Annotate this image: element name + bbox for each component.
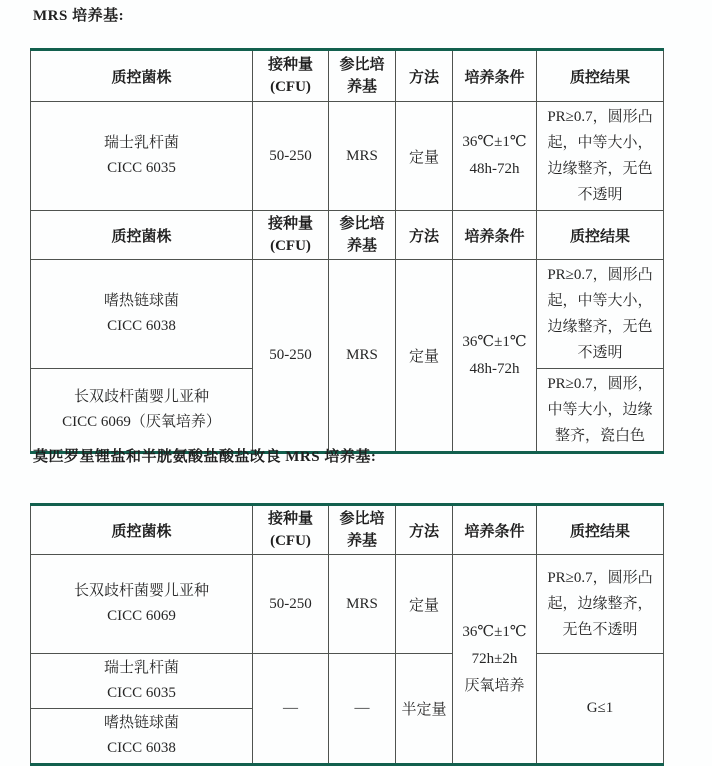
- result-cell: PR≥0.7，圆形凸起，边缘整齐，无色不透明: [537, 555, 664, 654]
- strain-name: 瑞士乳杆菌: [103, 660, 179, 676]
- header-result: 质控结果: [537, 211, 664, 260]
- header-inoculum-line2: (CFU): [270, 238, 311, 254]
- strain-cell-6069: [31, 555, 253, 654]
- strain-cell-6038: [31, 260, 253, 369]
- strain-code: CICC 6035: [107, 685, 176, 701]
- strain-cell-6069: [31, 369, 253, 453]
- result-cell-merged: G≤1: [537, 654, 664, 765]
- table-row-cicc6069: [31, 555, 664, 654]
- header-inoculum-line1: 接种量: [267, 511, 313, 527]
- strain-cell-6035: [31, 654, 253, 709]
- table-row-cicc6035: [31, 102, 664, 211]
- header-condition: 培养条件: [453, 211, 537, 260]
- method-cell: 定量: [396, 555, 453, 654]
- table-row-cicc6038: [31, 260, 664, 369]
- header-reference: [329, 211, 396, 260]
- header-inoculum: [253, 211, 329, 260]
- strain-name: 瑞士乳杆菌: [103, 135, 179, 151]
- header-reference: [329, 50, 396, 102]
- condition-atmosphere: 厌氧培养: [464, 677, 525, 694]
- strain-cell-6035: [31, 102, 253, 211]
- strain-code: CICC 6069（厌氧培养）: [62, 414, 221, 430]
- result-cell: PR≥0.7，圆形，中等大小，边缘整齐，瓷白色: [537, 369, 664, 453]
- strain-code: CICC 6035: [107, 160, 176, 176]
- header-method: 方法: [396, 211, 453, 260]
- header-inoculum-line1: 接种量: [267, 57, 313, 73]
- condition-temp: 36℃±1℃: [462, 333, 527, 350]
- header-condition: 培养条件: [453, 50, 537, 102]
- header-reference-line1: 参比培: [339, 511, 385, 527]
- strain-code: CICC 6038: [107, 318, 176, 334]
- header-reference-line2: 养基: [346, 238, 377, 254]
- header-strain: 质控菌株: [31, 50, 253, 102]
- header-reference-line1: 参比培: [339, 57, 385, 73]
- header-row: [31, 50, 664, 102]
- section2-title: 莫匹罗星锂盐和半胱氨酸盐酸盐改良 MRS 培养基:: [33, 449, 377, 465]
- condition-time: 48h-72h: [469, 360, 520, 377]
- strain-name: 长双歧杆菌婴儿亚种: [73, 583, 209, 599]
- inoculum-cell: 50-250: [253, 102, 329, 211]
- condition-temp: 36℃±1℃: [462, 134, 527, 150]
- reference-cell: MRS: [329, 555, 396, 654]
- strain-name: 嗜热链球菌: [103, 293, 179, 309]
- header-method: 方法: [396, 505, 453, 555]
- section1-title: MRS 培养基:: [33, 8, 125, 24]
- strain-name: 嗜热链球菌: [103, 715, 179, 731]
- strain-code: CICC 6069: [107, 608, 176, 624]
- header-condition: 培养条件: [453, 505, 537, 555]
- condition-time: 72h±2h: [471, 650, 518, 667]
- header-reference-line1: 参比培: [339, 216, 385, 232]
- mrs-qc-table: [30, 48, 664, 454]
- header-method: 方法: [396, 50, 453, 102]
- header-result: 质控结果: [537, 50, 664, 102]
- reference-cell: MRS: [329, 102, 396, 211]
- header-result: 质控结果: [537, 505, 664, 555]
- condition-cell-merged: [453, 260, 537, 453]
- header-reference-line2: 养基: [346, 533, 377, 549]
- inoculum-cell-merged: —: [253, 654, 329, 765]
- header-strain: 质控菌株: [31, 211, 253, 260]
- condition-cell-merged: [453, 555, 537, 765]
- result-cell: PR≥0.7，圆形凸起，中等大小，边缘整齐，无色不透明: [537, 102, 664, 211]
- header-inoculum-line2: (CFU): [270, 79, 311, 95]
- header-reference: [329, 505, 396, 555]
- header-strain: 质控菌株: [31, 505, 253, 555]
- strain-name: 长双歧杆菌婴儿亚种: [73, 389, 209, 405]
- table-row-cicc6035: [31, 654, 664, 709]
- header-inoculum: [253, 505, 329, 555]
- reference-cell-merged: —: [329, 654, 396, 765]
- condition-cell: [453, 102, 537, 211]
- header-reference-line2: 养基: [346, 79, 377, 95]
- header-inoculum-line2: (CFU): [270, 533, 311, 549]
- inoculum-cell-merged: 50-250: [253, 260, 329, 453]
- header-row: [31, 505, 664, 555]
- method-cell-merged: 半定量: [396, 654, 453, 765]
- modified-mrs-qc-table: [30, 503, 664, 766]
- result-cell: PR≥0.7，圆形凸起，中等大小，边缘整齐，无色不透明: [537, 260, 664, 369]
- method-cell: 定量: [396, 102, 453, 211]
- reference-cell-merged: MRS: [329, 260, 396, 453]
- strain-cell-6038: [31, 709, 253, 765]
- condition-time: 48h-72h: [469, 161, 520, 177]
- method-cell-merged: 定量: [396, 260, 453, 453]
- header-inoculum-line1: 接种量: [267, 216, 313, 232]
- inoculum-cell: 50-250: [253, 555, 329, 654]
- strain-code: CICC 6038: [107, 740, 176, 756]
- header-inoculum: [253, 50, 329, 102]
- header-row-repeat: [31, 211, 664, 260]
- condition-temp: 36℃±1℃: [462, 623, 527, 640]
